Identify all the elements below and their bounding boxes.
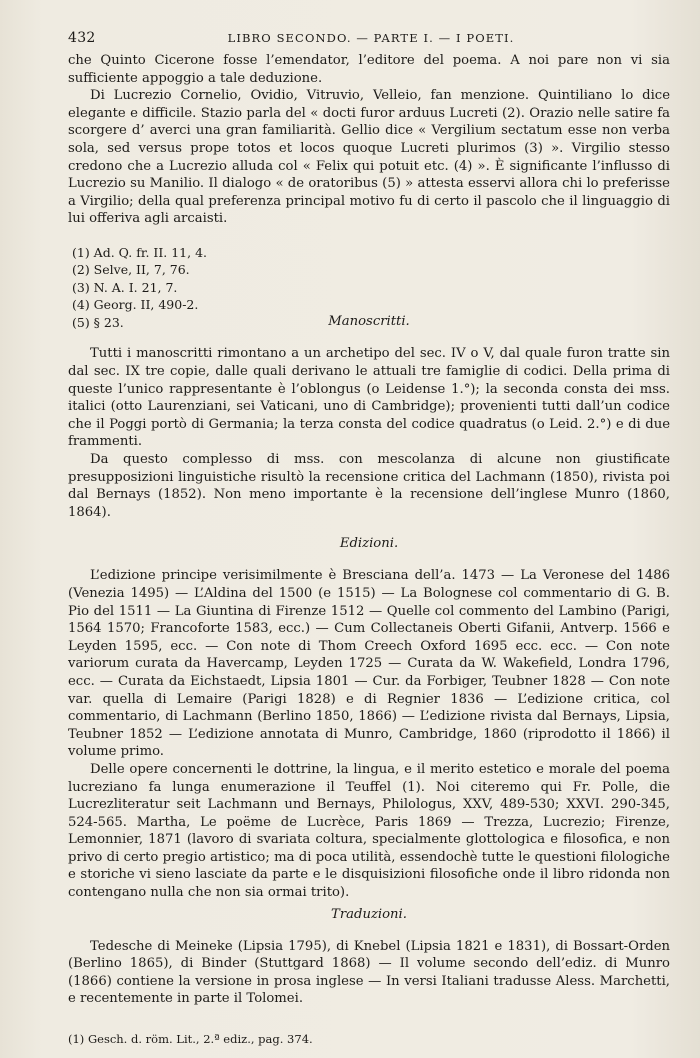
note-item: (1) Ad. Q. fr. II. 11, 4. (72, 244, 208, 260)
manoscritti-paragraph-2: Da questo complesso di mss. con mescolanza di alcune non giustificate presupposizioni linguistiche risultò la recensione critica del Lachmann (1850), rivista poi dal Bernays (1852). Non meno importante è la recensione dell’inglese Munro (1860, 1864). (68, 452, 670, 520)
running-header (68, 30, 670, 52)
note-item: (3) N. A. I. 21, 7. (72, 279, 178, 295)
footnote: (1) Gesch. d. röm. Lit., 2.ª ediz., pag. 374. (68, 1032, 313, 1047)
edizioni-paragraph-2: Delle opere concernenti le dottrine, la lingua, e il merito estetico e morale del poema lucreziano fa lunga enumerazione il Teuffel (1). Noi citeremo qui Fr. Polle, die Lucrezliteratur seit Lachmann und Bernays, Philologus, XXV, 489-530; XXVI. 290-345, 524-565. Martha, Le poëme de Lucrèce, Paris 1869 — Trezza, Lucrezio; Firenze, Lemonnier, 1871 (lavoro di svariata coltura, specialmente glottologica e filosofica, e non privo di certo pregio artistico; ma di poca utilità, essendochè tutte le questioni filologiche e storiche vi sieno lasciate da parte e le disquisizioni filosofiche onde il libro ridonda non contengano nulla che non sia ormai trito). (68, 761, 670, 901)
page-number: 432 (68, 30, 96, 46)
traduzioni-paragraph-1: Tedesche di Meineke (Lipsia 1795), di Knebel (Lipsia 1821 e 1831), di Bossart-Orden (Berlino 1865), di Binder (Stuttgard 1868) — Il volume secondo dell’ediz. di Munro (1866) contiene la versione in prosa inglese — In versi Italiani tradusse Aless. Marchetti, e recentemente in parte il Tolomei. (68, 938, 670, 1007)
section-title-manoscritti: Manoscritti. (328, 314, 410, 330)
manoscritti-paragraph-1: Tutti i manoscritti rimontano a un archetipo del sec. IV o V, dal quale furon tratte sin dal sec. IX tre copie, dalle quali derivano le attuali tre famiglie di codici. Della prima di queste l’unico rappresentante è l’oblongus (o Leidense 1.°); la seconda consta dei mss. italici (otto Laurenziani, sei Vaticani, uno di Cambridge); provenienti tutti dall’un codice che il Poggi portò di Germania; la terza consta del codice quadratus (o Leid. 2.°) e di due frammenti. (68, 346, 670, 450)
section-title-edizioni: Edizioni. (339, 536, 399, 552)
running-title: LIBRO SECONDO. — PARTE I. — I POETI. (227, 31, 515, 45)
note-item: (5) § 23. (72, 314, 124, 330)
edizioni-paragraph-1: L’edizione principe verisimilmente è Bresciana dell’a. 1473 — La Veronese del 1486 (Venezia 1495) — L’Aldina del 1500 (e 1515) — La Bolognese col commentario di G. B. Pio del 1511 — La Giuntina di Firenze 1512 — Quelle col commento del Lambino (Parigi, 1564 1570; Francoforte 1583, ecc.) — Cum Collectaneis Oberti Gifanii, Antverp. 1566 e Leyden 1595, ecc. — Con note di Thom Creech Oxford 1695 ecc. ecc. — Con note variorum curata da Havercamp, Leyden 1725 — Curata da W. Wakefield, Londra 1796, ecc. — Curata da Eichstaedt, Lipsia 1801 — Cur. da Forbiger, Teubner 1828 — Con note var. quella di Lemaire (Parigi 1828) e di Regnier 1836 — L’edizione critica, col commentario, di Lachmann (Berlino 1850, 1866) — L’edizione rivista dal Bernays, Lipsia, Teubner 1852 — L’edizione annotata di Munro, Cambridge, 1860 (riprodotto il 1866) il volume primo. (68, 568, 670, 760)
intro-paragraph-1: che Quinto Cicerone fosse l’emendator, l’editore del poema. A noi pare non vi sia sufficiente appoggio a tale deduzione. (68, 53, 670, 86)
intro-paragraph-2: Di Lucrezio Cornelio, Ovidio, Vitruvio, Velleio, fan menzione. Quintiliano lo dice elegante e difficile. Stazio parla del « docti furor arduus Lucreti (2). Orazio nelle satire fa scorgere d’ averci una gran familiarità. Gellio dice « Vergilium sectatum esse non verba sola, sed versus prope totos et locos quoque Lucreti plurimos (3) ». Virgilio stesso credono che a Lucrezio alluda col « Felix qui potuit etc. (4) ». È significante l’influsso di Lucrezio su Manilio. Il dialogo « de oratoribus (5) » attesta esservi allora chi lo preferisse a Virgilio; della qual preferenza principal motivo fu di certo il pascolo che il linguaggio di lui offeriva agli arcaisti. (68, 88, 670, 227)
note-item: (2) Selve, II, 7, 76. (72, 262, 190, 278)
text-column (68, 30, 670, 1047)
section-title-traduzioni: Traduzioni. (331, 906, 407, 922)
note-item: (4) Georg. II, 490-2. (72, 297, 199, 313)
